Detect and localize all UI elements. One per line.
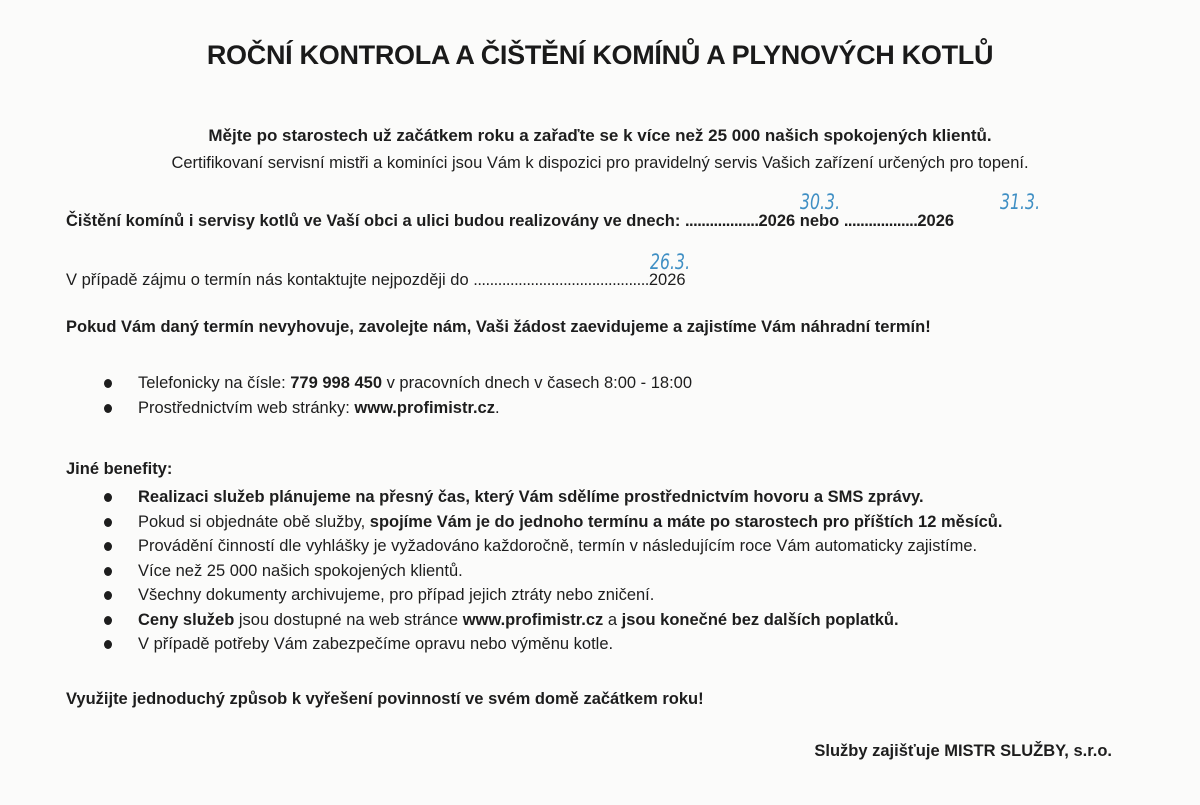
bullet-icon (104, 379, 112, 388)
date2-blank: .................. (843, 212, 918, 230)
handwritten-date2: 31.3. (1000, 190, 1041, 214)
phone-number[interactable]: 779 998 450 (290, 374, 383, 392)
benefit-item: Provádění činností dle vyhlášky je vyžadováno každoročně, termín v následujícím roce Vám automaticky zajistíme. (104, 534, 1002, 559)
signature: Služby zajišťuje MISTR SLUŽBY, s.r.o. (814, 742, 1112, 760)
deadline-label: V případě zájmu o termín nás kontaktujte nejpozději do (66, 271, 469, 289)
deadline-line (66, 271, 686, 290)
benefits-list (104, 485, 1002, 657)
website-link[interactable]: www.profimistr.cz (354, 398, 495, 417)
bullet-icon (104, 493, 112, 502)
document-title: ROČNÍ KONTROLA A ČIŠTĚNÍ KOMÍNŮ A PLYNOVÝCH KOTLŮ (206, 40, 994, 70)
benefit-item: Ceny služeb jsou dostupné na web stránce www.profimistr.cz a jsou konečné bez dalších poplatků. (104, 608, 1002, 633)
bullet-icon (104, 404, 112, 413)
contact-list (104, 371, 692, 420)
date1-year: 2026 (758, 212, 796, 230)
bullet-icon (104, 591, 112, 600)
intro-bold: Mějte po starostech už začátkem roku a zařaďte se k více než 25 000 našich spokojených klientů. (208, 126, 992, 145)
benefits-heading: Jiné benefity: (66, 460, 173, 478)
bullet-icon (104, 616, 112, 625)
date2-year: 2026 (917, 212, 955, 230)
benefit-item: V případě potřeby Vám zabezpečíme opravu nebo výměnu kotle. (104, 632, 1002, 657)
benefit-item: Více než 25 000 našich spokojených klientů. (104, 559, 1002, 584)
bullet-icon (104, 542, 112, 551)
handwritten-date1: 30.3. (800, 190, 841, 214)
deadline-blank: ........................................... (473, 271, 649, 289)
service-dates-label: Čištění komínů i servisy kotlů ve Vaší obci a ulici budou realizovány ve dnech: (66, 212, 681, 230)
or-word: nebo (799, 212, 840, 230)
benefit-item: Pokud si objednáte obě služby, spojíme Vám je do jednoho termínu a máte po starostech pro příštích 12 měsíců. (104, 510, 1002, 535)
date1-blank: .................. (684, 212, 759, 230)
website-link[interactable]: www.profimistr.cz (462, 610, 604, 629)
service-dates-line (66, 212, 954, 231)
bullet-icon (104, 567, 112, 576)
intro-text: Certifikovaní servisní mistři a kominíci jsou Vám k dispozici pro pravidelný servis Vašich zařízení určených pro topení. (171, 154, 1029, 172)
bullet-icon (104, 640, 112, 649)
contact-web: Prostřednictvím web stránky: www.profimistr.cz. (104, 396, 692, 421)
closing-call-to-action: Využijte jednoduchý způsob k vyřešení povinností ve svém domě začátkem roku! (66, 690, 704, 708)
benefit-item: Realizaci služeb plánujeme na přesný čas, který Vám sdělíme prostřednictvím hovoru a SMS zprávy. (104, 485, 1002, 510)
contact-phone: Telefonicky na čísle: 779 998 450 v pracovních dnech v časech 8:00 - 18:00 (104, 371, 692, 396)
benefit-item: Všechny dokumenty archivujeme, pro případ jejich ztráty nebo zničení. (104, 583, 1002, 608)
handwritten-deadline: 26.3. (650, 250, 691, 274)
bullet-icon (104, 518, 112, 527)
deadline-year: 2026 (648, 271, 686, 289)
alternative-term-note: Pokud Vám daný termín nevyhovuje, zavolejte nám, Vaši žádost zaevidujeme a zajistíme Vám náhradní termín! (66, 318, 931, 336)
